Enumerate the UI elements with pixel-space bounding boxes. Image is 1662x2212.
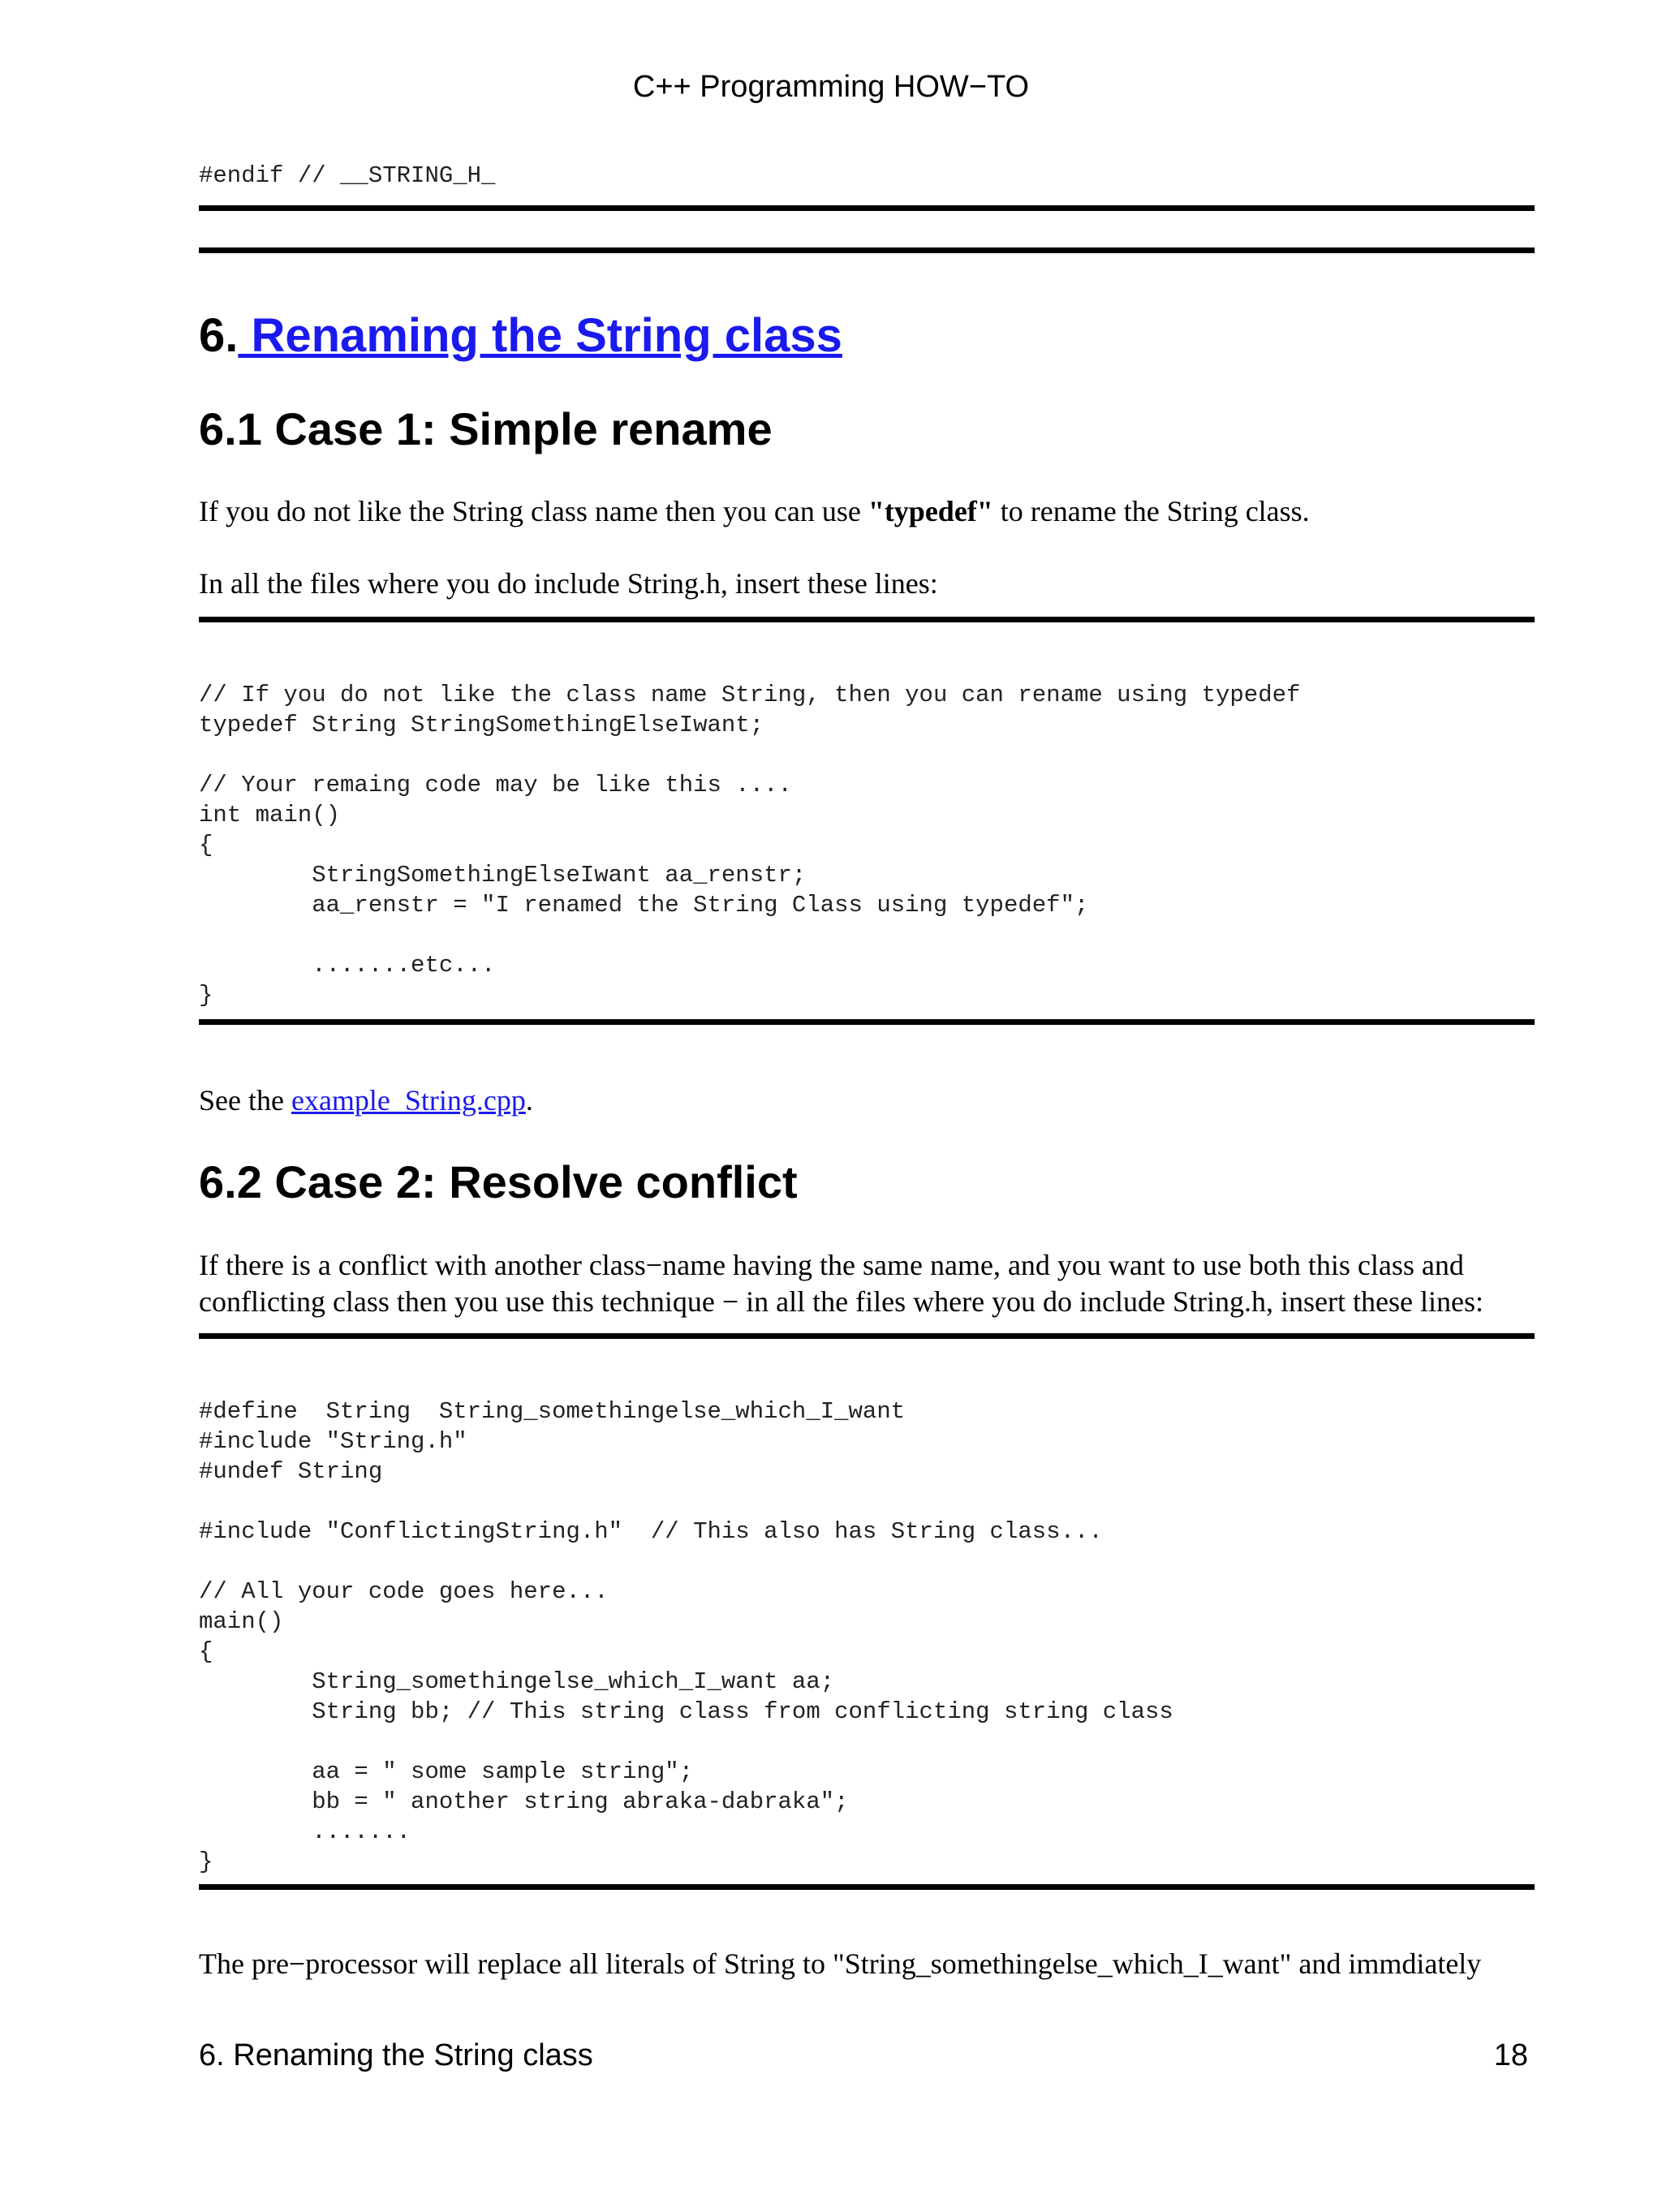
section-number: 6. xyxy=(199,309,239,362)
example-string-cpp-link[interactable]: example_String.cpp xyxy=(291,1084,526,1117)
define-code-block: #define String String_somethingelse_which_I_want #include "String.h" #undef String #include "ConflictingString.h" // This also has String class... // All your code goes here... main() { String_somethingelse_which_I_want aa; String bb; // This string class from conflicting string class aa = " some sample string"; bb = " another string abraka-dabraka"; ....... } xyxy=(199,1398,1173,1875)
text-span: . xyxy=(525,1084,533,1117)
text-line: If there is a conflict with another class−name having the same name, and you want to use both this class and xyxy=(199,1249,1464,1281)
endif-code-line: #endif // __STRING_H_ xyxy=(199,162,496,189)
section-heading xyxy=(199,308,842,363)
divider xyxy=(199,617,1535,622)
section-title-link[interactable]: Renaming the String class xyxy=(238,309,842,362)
conflict-paragraph xyxy=(199,1247,1546,1320)
footer-chapter-title: 6. Renaming the String class xyxy=(199,2038,593,2072)
text-line: conflicting class then you use this technique − in all the files where you do include String.h, insert these lines: xyxy=(199,1285,1483,1318)
divider xyxy=(199,1884,1535,1890)
typedef-keyword: "typedef" xyxy=(868,495,993,527)
running-header: C++ Programming HOW−TO xyxy=(632,70,1030,104)
subsection-heading-1: 6.1 Case 1: Simple rename xyxy=(199,403,773,454)
divider xyxy=(199,1333,1535,1339)
divider xyxy=(199,247,1535,253)
see-example-paragraph xyxy=(199,1082,1546,1119)
subsection-heading-2: 6.2 Case 2: Resolve conflict xyxy=(199,1156,798,1207)
page-number: 18 xyxy=(1493,2038,1528,2072)
text-span: See the xyxy=(199,1084,291,1117)
divider xyxy=(199,1019,1535,1025)
text-span: to rename the String class. xyxy=(992,495,1310,527)
text-span: If you do not like the String class name then you can use xyxy=(199,495,868,527)
typedef-code-block: // If you do not like the class name String, then you can rename using typedef typedef String StringSomethingElseIwant; // Your remaing code may be like this .... int main() { StringSomethingElseIwant aa_renstr; aa_renstr = "I renamed the String Class using typedef"; .......etc... } xyxy=(199,682,1301,1009)
typedef-paragraph xyxy=(199,493,1546,530)
insert-lines-paragraph: In all the files where you do include String.h, insert these lines: xyxy=(199,567,938,600)
preprocessor-paragraph: The pre−processor will replace all literals of String to "String_somethingelse_which_I_want" and immdiately xyxy=(199,1947,1482,1980)
divider xyxy=(199,205,1535,211)
